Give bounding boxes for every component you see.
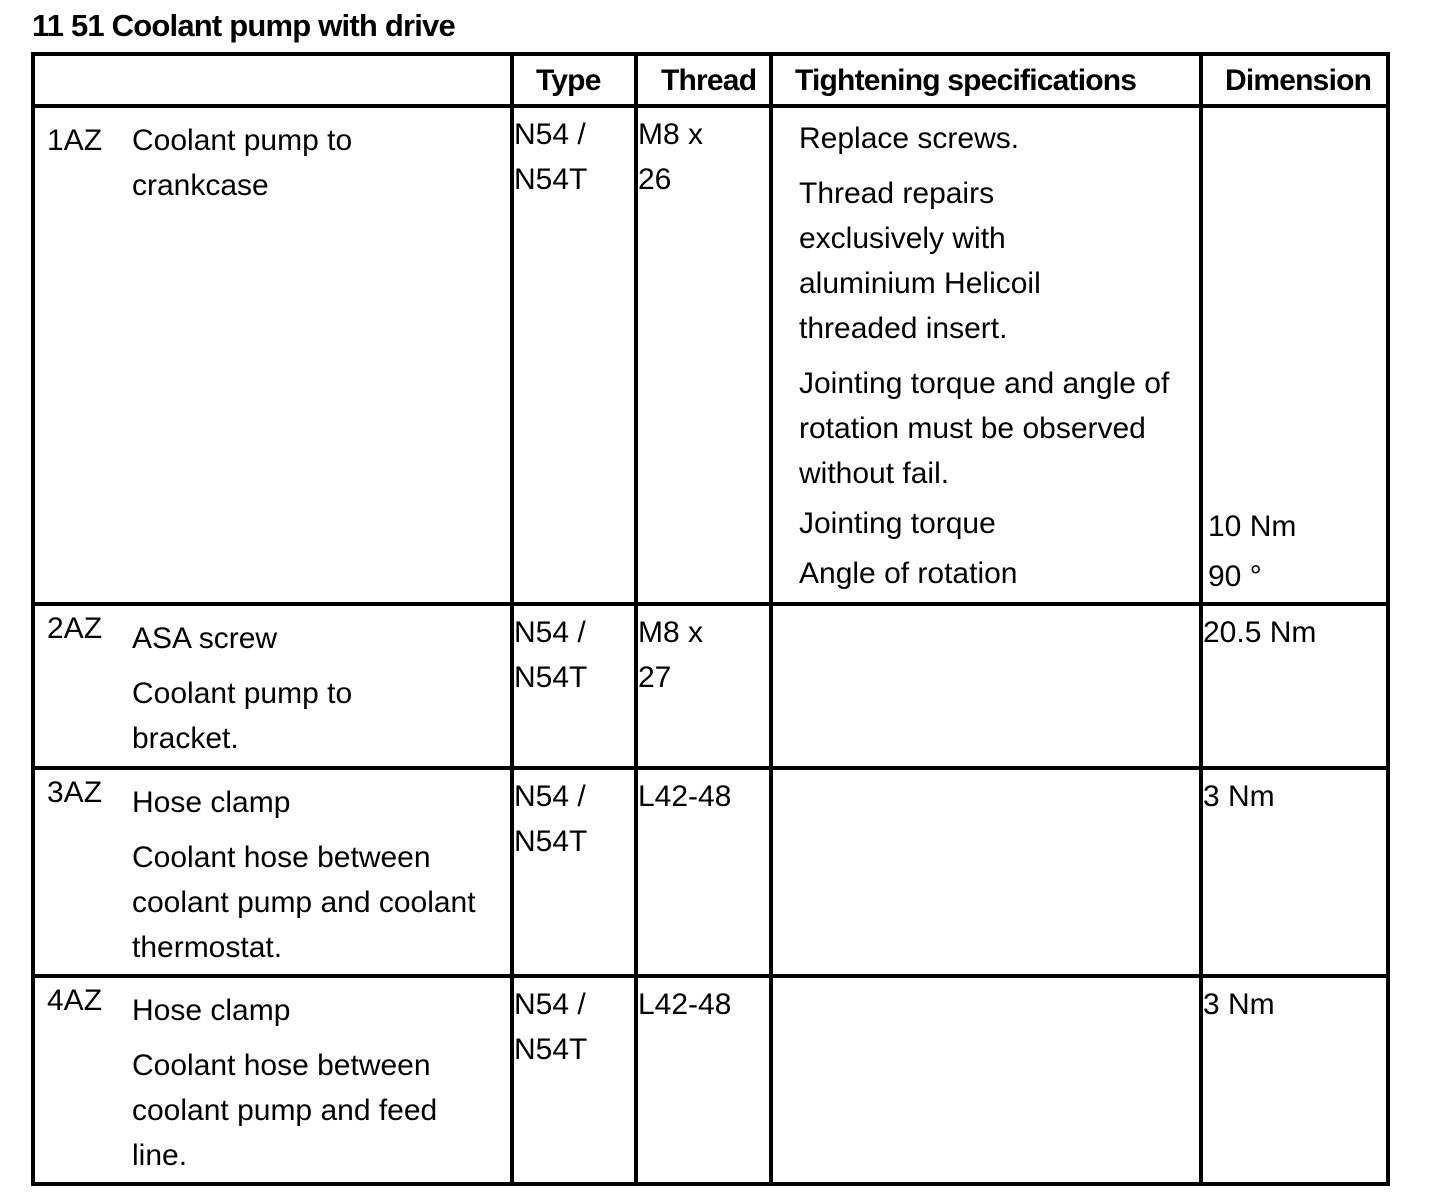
- header-type: Type: [512, 54, 636, 106]
- page-title: 11 51 Coolant pump with drive: [32, 8, 455, 43]
- type-cell: N54 / N54T: [512, 106, 636, 604]
- item-description: Coolant hose between coolant pump and feed line.: [132, 1049, 438, 1172]
- item-name: Hose clamp: [132, 994, 291, 1027]
- dimension-cell: 3 Nm: [1201, 768, 1388, 976]
- item-cell: [33, 106, 512, 604]
- spec-cell: [771, 106, 1201, 604]
- dimension-cell: 3 Nm: [1201, 976, 1388, 1184]
- item-cell: [33, 768, 512, 976]
- table-row: [33, 604, 1388, 768]
- item-description: Coolant pump to crankcase: [132, 124, 353, 202]
- item-id: 2AZ: [47, 612, 103, 645]
- header-thread: Thread: [636, 54, 771, 106]
- spec-value-angle-of-rotation: 90 °: [1208, 560, 1262, 593]
- spec-line: Replace screws.: [799, 122, 1020, 155]
- type-cell: N54 / N54T: [512, 976, 636, 1184]
- table-header-row: [33, 54, 1388, 106]
- item-cell: [33, 604, 512, 768]
- dimension-cell: [1201, 106, 1388, 604]
- table-row: [33, 768, 1388, 976]
- item-id: 1AZ: [47, 124, 103, 157]
- specifications-table: [31, 52, 1390, 1186]
- spec-cell: [771, 604, 1201, 768]
- item-cell: [33, 976, 512, 1184]
- item-name: Hose clamp: [132, 786, 291, 819]
- item-description: Coolant pump to bracket.: [132, 677, 353, 755]
- header-dimension: Dimension: [1201, 54, 1388, 106]
- spec-line: Jointing torque and angle of rotation must be observed without fail.: [799, 367, 1170, 490]
- dimension-cell: 20.5 Nm: [1201, 604, 1388, 768]
- thread-cell: M8 x 26: [636, 106, 771, 604]
- item-id: 3AZ: [47, 776, 103, 809]
- spec-label-jointing-torque: Jointing torque: [799, 507, 996, 540]
- thread-cell: L42-48: [636, 768, 771, 976]
- spec-cell: [771, 768, 1201, 976]
- item-name: ASA screw: [132, 622, 278, 655]
- item-description: Coolant hose between coolant pump and coolant thermostat.: [132, 841, 476, 964]
- thread-cell: L42-48: [636, 976, 771, 1184]
- type-cell: N54 / N54T: [512, 604, 636, 768]
- header-spec: Tightening specifications: [771, 54, 1201, 106]
- spec-label-angle-of-rotation: Angle of rotation: [799, 557, 1018, 590]
- thread-cell: M8 x 27: [636, 604, 771, 768]
- type-cell: N54 / N54T: [512, 768, 636, 976]
- table-row: [33, 976, 1388, 1184]
- item-id: 4AZ: [47, 984, 103, 1017]
- spec-cell: [771, 976, 1201, 1184]
- header-item: [33, 54, 512, 106]
- spec-line: Thread repairs exclusively with aluminium Helicoil threaded insert.: [799, 177, 1041, 345]
- table-row: [33, 106, 1388, 604]
- spec-value-jointing-torque: 10 Nm: [1208, 510, 1297, 543]
